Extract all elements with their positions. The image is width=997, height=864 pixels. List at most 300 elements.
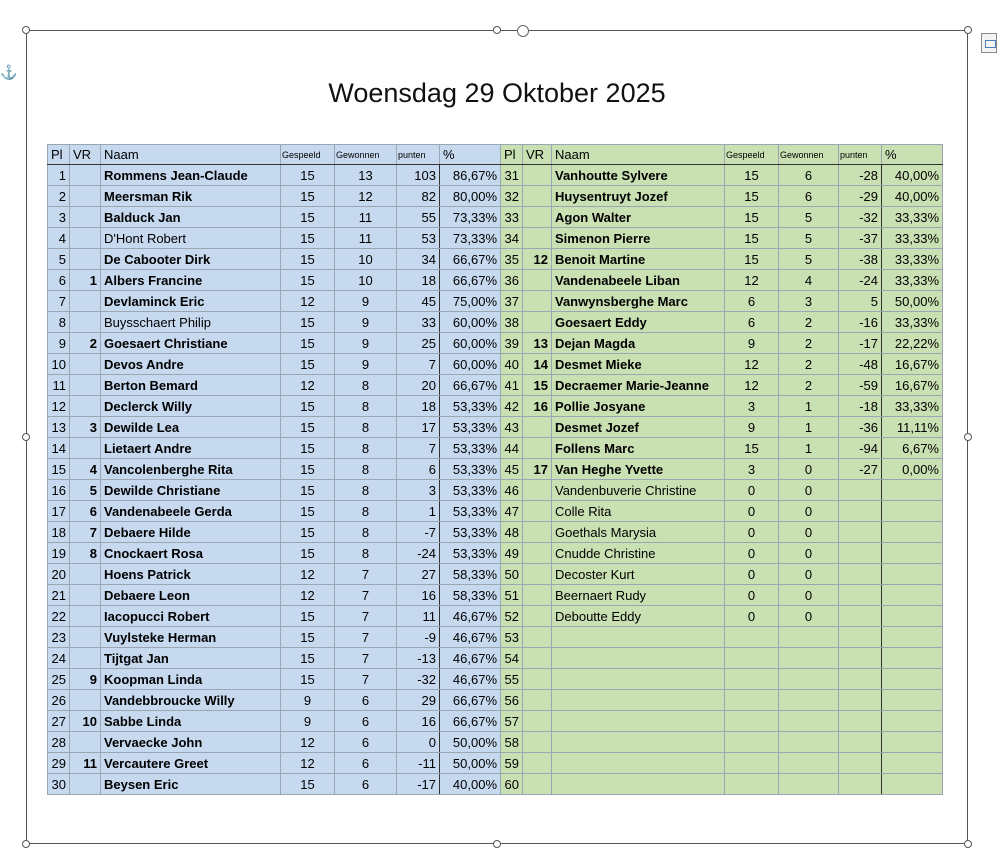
cell-pl[interactable]: 56 — [501, 690, 523, 711]
cell-pl[interactable]: 58 — [501, 732, 523, 753]
cell-gespeeld[interactable]: 0 — [725, 585, 779, 606]
cell-gewonnen[interactable]: 9 — [335, 312, 397, 333]
cell-punten[interactable]: -17 — [839, 333, 882, 354]
cell-punten[interactable] — [839, 522, 882, 543]
cell-naam[interactable]: Buysschaert Philip — [101, 312, 281, 333]
cell-pct[interactable]: 53,33% — [440, 459, 501, 480]
cell-pct[interactable]: 33,33% — [882, 270, 943, 291]
cell-naam[interactable]: Beernaert Rudy — [552, 585, 725, 606]
cell-pct[interactable]: 40,00% — [882, 186, 943, 207]
cell-gewonnen[interactable]: 10 — [335, 270, 397, 291]
cell-naam[interactable]: Goesaert Christiane — [101, 333, 281, 354]
cell-punten[interactable]: -24 — [397, 543, 440, 564]
cell-pl[interactable]: 21 — [48, 585, 70, 606]
cell-gewonnen[interactable]: 13 — [335, 165, 397, 186]
cell-gewonnen[interactable]: 3 — [779, 291, 839, 312]
cell-gespeeld[interactable]: 12 — [281, 564, 335, 585]
cell-pl[interactable]: 50 — [501, 564, 523, 585]
cell-vr[interactable] — [523, 207, 552, 228]
cell-naam[interactable] — [552, 711, 725, 732]
cell-punten[interactable]: -28 — [839, 165, 882, 186]
cell-pl[interactable]: 26 — [48, 690, 70, 711]
cell-punten[interactable]: 7 — [397, 438, 440, 459]
cell-gewonnen[interactable]: 7 — [335, 564, 397, 585]
cell-vr[interactable]: 7 — [70, 522, 101, 543]
cell-pct[interactable] — [882, 501, 943, 522]
cell-punten[interactable]: -16 — [839, 312, 882, 333]
cell-gewonnen[interactable]: 8 — [335, 417, 397, 438]
cell-pl[interactable]: 2 — [48, 186, 70, 207]
cell-vr[interactable] — [523, 690, 552, 711]
cell-punten[interactable]: -32 — [397, 669, 440, 690]
cell-pct[interactable] — [882, 648, 943, 669]
cell-punten[interactable]: 33 — [397, 312, 440, 333]
cell-pct[interactable]: 33,33% — [882, 396, 943, 417]
cell-pct[interactable]: 60,00% — [440, 354, 501, 375]
cell-pct[interactable]: 46,67% — [440, 648, 501, 669]
cell-gespeeld[interactable] — [725, 711, 779, 732]
cell-vr[interactable] — [70, 648, 101, 669]
cell-vr[interactable]: 6 — [70, 501, 101, 522]
cell-punten[interactable]: -17 — [397, 774, 440, 795]
cell-vr[interactable] — [523, 711, 552, 732]
cell-naam[interactable]: Vervaecke John — [101, 732, 281, 753]
cell-gewonnen[interactable]: 5 — [779, 249, 839, 270]
cell-gespeeld[interactable]: 12 — [281, 585, 335, 606]
cell-vr[interactable]: 11 — [70, 753, 101, 774]
cell-pl[interactable]: 43 — [501, 417, 523, 438]
cell-pl[interactable]: 45 — [501, 459, 523, 480]
cell-vr[interactable]: 2 — [70, 333, 101, 354]
cell-punten[interactable]: -7 — [397, 522, 440, 543]
cell-punten[interactable]: -32 — [839, 207, 882, 228]
cell-pl[interactable]: 57 — [501, 711, 523, 732]
cell-naam[interactable]: Vandenabeele Gerda — [101, 501, 281, 522]
cell-naam[interactable]: Berton Bemard — [101, 375, 281, 396]
cell-gewonnen[interactable]: 8 — [335, 522, 397, 543]
cell-gespeeld[interactable] — [725, 648, 779, 669]
cell-vr[interactable] — [523, 732, 552, 753]
cell-pl[interactable]: 11 — [48, 375, 70, 396]
cell-gewonnen[interactable]: 2 — [779, 312, 839, 333]
cell-pct[interactable]: 50,00% — [440, 753, 501, 774]
cell-gespeeld[interactable]: 9 — [725, 333, 779, 354]
cell-pl[interactable]: 33 — [501, 207, 523, 228]
cell-gespeeld[interactable]: 15 — [281, 312, 335, 333]
cell-gewonnen[interactable]: 5 — [779, 207, 839, 228]
resize-handle-icon[interactable] — [964, 433, 972, 441]
cell-gespeeld[interactable]: 15 — [281, 480, 335, 501]
cell-punten[interactable]: 0 — [397, 732, 440, 753]
anchor-icon[interactable]: ⚓ — [0, 64, 18, 80]
cell-pct[interactable]: 33,33% — [882, 207, 943, 228]
cell-vr[interactable] — [523, 627, 552, 648]
cell-gespeeld[interactable]: 0 — [725, 564, 779, 585]
cell-vr[interactable] — [523, 543, 552, 564]
cell-naam[interactable]: Meersman Rik — [101, 186, 281, 207]
cell-gespeeld[interactable]: 15 — [725, 207, 779, 228]
cell-punten[interactable] — [839, 690, 882, 711]
cell-pct[interactable] — [882, 753, 943, 774]
cell-vr[interactable] — [70, 774, 101, 795]
resize-handle-icon[interactable] — [964, 840, 972, 848]
cell-pct[interactable]: 58,33% — [440, 564, 501, 585]
cell-punten[interactable]: -27 — [839, 459, 882, 480]
cell-pct[interactable]: 16,67% — [882, 354, 943, 375]
cell-gewonnen[interactable]: 0 — [779, 522, 839, 543]
cell-punten[interactable] — [839, 480, 882, 501]
cell-gespeeld[interactable]: 0 — [725, 480, 779, 501]
cell-pl[interactable]: 14 — [48, 438, 70, 459]
cell-naam[interactable]: Benoit Martine — [552, 249, 725, 270]
cell-naam[interactable]: Dewilde Christiane — [101, 480, 281, 501]
cell-gespeeld[interactable]: 0 — [725, 606, 779, 627]
cell-pct[interactable]: 46,67% — [440, 669, 501, 690]
cell-gewonnen[interactable]: 1 — [779, 417, 839, 438]
cell-gespeeld[interactable]: 15 — [281, 354, 335, 375]
cell-naam[interactable]: Vercautere Greet — [101, 753, 281, 774]
cell-pct[interactable] — [882, 585, 943, 606]
cell-pl[interactable]: 6 — [48, 270, 70, 291]
cell-pl[interactable]: 59 — [501, 753, 523, 774]
cell-pl[interactable]: 34 — [501, 228, 523, 249]
cell-naam[interactable] — [552, 732, 725, 753]
cell-pct[interactable]: 53,33% — [440, 417, 501, 438]
cell-gewonnen[interactable]: 0 — [779, 501, 839, 522]
cell-naam[interactable]: Vandebbroucke Willy — [101, 690, 281, 711]
cell-gespeeld[interactable]: 12 — [725, 354, 779, 375]
cell-naam[interactable]: Tijtgat Jan — [101, 648, 281, 669]
cell-gespeeld[interactable]: 15 — [281, 417, 335, 438]
cell-vr[interactable] — [70, 165, 101, 186]
cell-vr[interactable] — [523, 228, 552, 249]
cell-gewonnen[interactable]: 6 — [335, 732, 397, 753]
cell-punten[interactable]: 18 — [397, 270, 440, 291]
cell-gewonnen[interactable]: 7 — [335, 606, 397, 627]
cell-naam[interactable] — [552, 648, 725, 669]
cell-vr[interactable] — [523, 522, 552, 543]
cell-vr[interactable] — [523, 186, 552, 207]
resize-handle-icon[interactable] — [22, 840, 30, 848]
cell-vr[interactable] — [70, 732, 101, 753]
cell-gewonnen[interactable] — [779, 648, 839, 669]
cell-pl[interactable]: 5 — [48, 249, 70, 270]
cell-pl[interactable]: 29 — [48, 753, 70, 774]
cell-punten[interactable]: 103 — [397, 165, 440, 186]
cell-gewonnen[interactable]: 0 — [779, 606, 839, 627]
cell-punten[interactable]: -11 — [397, 753, 440, 774]
cell-naam[interactable]: Agon Walter — [552, 207, 725, 228]
cell-naam[interactable]: Beysen Eric — [101, 774, 281, 795]
cell-pl[interactable]: 3 — [48, 207, 70, 228]
resize-handle-icon[interactable] — [22, 433, 30, 441]
cell-punten[interactable]: 20 — [397, 375, 440, 396]
cell-pl[interactable]: 46 — [501, 480, 523, 501]
cell-vr[interactable] — [523, 165, 552, 186]
cell-naam[interactable]: Vandenbuverie Christine — [552, 480, 725, 501]
cell-gewonnen[interactable]: 11 — [335, 207, 397, 228]
cell-pct[interactable]: 0,00% — [882, 459, 943, 480]
cell-pl[interactable]: 25 — [48, 669, 70, 690]
cell-punten[interactable] — [839, 543, 882, 564]
cell-naam[interactable]: Albers Francine — [101, 270, 281, 291]
cell-gespeeld[interactable]: 0 — [725, 501, 779, 522]
cell-pl[interactable]: 32 — [501, 186, 523, 207]
cell-pct[interactable]: 22,22% — [882, 333, 943, 354]
cell-punten[interactable] — [839, 564, 882, 585]
cell-vr[interactable] — [523, 774, 552, 795]
cell-pl[interactable]: 16 — [48, 480, 70, 501]
cell-gewonnen[interactable]: 4 — [779, 270, 839, 291]
cell-punten[interactable]: 17 — [397, 417, 440, 438]
cell-pl[interactable]: 39 — [501, 333, 523, 354]
cell-vr[interactable] — [70, 186, 101, 207]
cell-punten[interactable] — [839, 585, 882, 606]
cell-pl[interactable]: 4 — [48, 228, 70, 249]
cell-gespeeld[interactable]: 9 — [281, 690, 335, 711]
cell-vr[interactable] — [523, 501, 552, 522]
cell-pct[interactable]: 86,67% — [440, 165, 501, 186]
cell-gespeeld[interactable]: 15 — [281, 186, 335, 207]
cell-naam[interactable]: Pollie Josyane — [552, 396, 725, 417]
cell-pct[interactable]: 73,33% — [440, 207, 501, 228]
cell-gewonnen[interactable]: 8 — [335, 438, 397, 459]
cell-vr[interactable]: 10 — [70, 711, 101, 732]
cell-naam[interactable] — [552, 753, 725, 774]
cell-naam[interactable]: Van Heghe Yvette — [552, 459, 725, 480]
cell-gespeeld[interactable]: 6 — [725, 291, 779, 312]
cell-pl[interactable]: 31 — [501, 165, 523, 186]
cell-naam[interactable]: Debaere Hilde — [101, 522, 281, 543]
cell-pl[interactable]: 1 — [48, 165, 70, 186]
cell-gespeeld[interactable]: 15 — [725, 186, 779, 207]
cell-gewonnen[interactable] — [779, 711, 839, 732]
cell-pl[interactable]: 27 — [48, 711, 70, 732]
cell-pct[interactable]: 66,67% — [440, 690, 501, 711]
cell-pct[interactable]: 75,00% — [440, 291, 501, 312]
cell-vr[interactable] — [523, 417, 552, 438]
cell-pct[interactable] — [882, 606, 943, 627]
cell-pct[interactable]: 53,33% — [440, 396, 501, 417]
cell-pl[interactable]: 42 — [501, 396, 523, 417]
cell-pl[interactable]: 55 — [501, 669, 523, 690]
cell-gespeeld[interactable]: 15 — [281, 459, 335, 480]
cell-naam[interactable]: Dejan Magda — [552, 333, 725, 354]
cell-gespeeld[interactable]: 15 — [281, 249, 335, 270]
cell-gewonnen[interactable]: 5 — [779, 228, 839, 249]
cell-gespeeld[interactable]: 15 — [725, 228, 779, 249]
cell-naam[interactable]: Huysentruyt Jozef — [552, 186, 725, 207]
cell-gewonnen[interactable]: 7 — [335, 627, 397, 648]
cell-pct[interactable]: 50,00% — [882, 291, 943, 312]
cell-pct[interactable]: 53,33% — [440, 522, 501, 543]
cell-pct[interactable]: 50,00% — [440, 732, 501, 753]
cell-gespeeld[interactable]: 12 — [281, 732, 335, 753]
cell-vr[interactable] — [523, 438, 552, 459]
cell-gewonnen[interactable]: 11 — [335, 228, 397, 249]
cell-vr[interactable]: 8 — [70, 543, 101, 564]
cell-gespeeld[interactable]: 15 — [281, 207, 335, 228]
cell-gespeeld[interactable]: 12 — [281, 375, 335, 396]
cell-pct[interactable]: 33,33% — [882, 312, 943, 333]
cell-naam[interactable]: Simenon Pierre — [552, 228, 725, 249]
cell-gewonnen[interactable]: 2 — [779, 333, 839, 354]
cell-gespeeld[interactable]: 15 — [281, 333, 335, 354]
cell-gewonnen[interactable]: 0 — [779, 564, 839, 585]
cell-punten[interactable] — [839, 501, 882, 522]
cell-vr[interactable] — [70, 291, 101, 312]
cell-punten[interactable] — [839, 606, 882, 627]
cell-punten[interactable]: 82 — [397, 186, 440, 207]
cell-vr[interactable] — [70, 606, 101, 627]
cell-vr[interactable] — [70, 249, 101, 270]
cell-naam[interactable]: Cnockaert Rosa — [101, 543, 281, 564]
cell-pct[interactable] — [882, 732, 943, 753]
cell-pct[interactable] — [882, 522, 943, 543]
cell-naam[interactable]: Dewilde Lea — [101, 417, 281, 438]
cell-gewonnen[interactable]: 2 — [779, 375, 839, 396]
cell-naam[interactable]: Hoens Patrick — [101, 564, 281, 585]
cell-pct[interactable]: 33,33% — [882, 249, 943, 270]
cell-punten[interactable]: 16 — [397, 711, 440, 732]
cell-naam[interactable]: Lietaert Andre — [101, 438, 281, 459]
cell-gespeeld[interactable]: 15 — [281, 648, 335, 669]
cell-pct[interactable]: 53,33% — [440, 543, 501, 564]
cell-pl[interactable]: 48 — [501, 522, 523, 543]
cell-punten[interactable]: -94 — [839, 438, 882, 459]
cell-pct[interactable]: 66,67% — [440, 270, 501, 291]
cell-naam[interactable]: Goethals Marysia — [552, 522, 725, 543]
cell-gespeeld[interactable]: 15 — [725, 249, 779, 270]
cell-gespeeld[interactable] — [725, 669, 779, 690]
cell-punten[interactable]: -48 — [839, 354, 882, 375]
cell-naam[interactable] — [552, 627, 725, 648]
cell-punten[interactable]: 18 — [397, 396, 440, 417]
resize-handle-icon[interactable] — [22, 26, 30, 34]
cell-gewonnen[interactable] — [779, 627, 839, 648]
cell-pct[interactable]: 58,33% — [440, 585, 501, 606]
cell-gespeeld[interactable] — [725, 627, 779, 648]
cell-pl[interactable]: 60 — [501, 774, 523, 795]
cell-vr[interactable] — [70, 438, 101, 459]
cell-punten[interactable]: 34 — [397, 249, 440, 270]
cell-pct[interactable] — [882, 627, 943, 648]
cell-pct[interactable]: 66,67% — [440, 249, 501, 270]
cell-punten[interactable]: -24 — [839, 270, 882, 291]
cell-gewonnen[interactable]: 6 — [335, 774, 397, 795]
cell-gewonnen[interactable]: 7 — [335, 648, 397, 669]
cell-gewonnen[interactable]: 7 — [335, 669, 397, 690]
cell-naam[interactable]: Desmet Jozef — [552, 417, 725, 438]
cell-pct[interactable]: 33,33% — [882, 228, 943, 249]
resize-handle-icon[interactable] — [493, 26, 501, 34]
cell-vr[interactable]: 14 — [523, 354, 552, 375]
cell-naam[interactable]: Decoster Kurt — [552, 564, 725, 585]
cell-punten[interactable]: 3 — [397, 480, 440, 501]
cell-gespeeld[interactable]: 15 — [281, 438, 335, 459]
cell-naam[interactable]: Deboutte Eddy — [552, 606, 725, 627]
cell-punten[interactable] — [839, 648, 882, 669]
cell-vr[interactable]: 13 — [523, 333, 552, 354]
cell-gewonnen[interactable]: 8 — [335, 480, 397, 501]
cell-vr[interactable] — [70, 564, 101, 585]
cell-punten[interactable]: -59 — [839, 375, 882, 396]
cell-pct[interactable]: 80,00% — [440, 186, 501, 207]
cell-gespeeld[interactable]: 12 — [281, 753, 335, 774]
cell-naam[interactable] — [552, 690, 725, 711]
cell-naam[interactable]: Koopman Linda — [101, 669, 281, 690]
cell-punten[interactable] — [839, 711, 882, 732]
cell-pct[interactable]: 66,67% — [440, 375, 501, 396]
cell-pl[interactable]: 8 — [48, 312, 70, 333]
resize-handle-icon[interactable] — [493, 840, 501, 848]
cell-pct[interactable]: 73,33% — [440, 228, 501, 249]
cell-vr[interactable]: 5 — [70, 480, 101, 501]
cell-vr[interactable] — [523, 270, 552, 291]
cell-naam[interactable]: Vandenabeele Liban — [552, 270, 725, 291]
cell-naam[interactable]: Vuylsteke Herman — [101, 627, 281, 648]
cell-naam[interactable]: Decraemer Marie-Jeanne — [552, 375, 725, 396]
cell-naam[interactable] — [552, 774, 725, 795]
cell-vr[interactable] — [523, 753, 552, 774]
cell-naam[interactable]: Vanhoutte Sylvere — [552, 165, 725, 186]
cell-pl[interactable]: 30 — [48, 774, 70, 795]
cell-pl[interactable]: 10 — [48, 354, 70, 375]
cell-gewonnen[interactable]: 0 — [779, 585, 839, 606]
cell-naam[interactable]: Goesaert Eddy — [552, 312, 725, 333]
cell-gewonnen[interactable]: 9 — [335, 354, 397, 375]
cell-gespeeld[interactable]: 6 — [725, 312, 779, 333]
cell-pct[interactable] — [882, 774, 943, 795]
cell-pct[interactable]: 53,33% — [440, 480, 501, 501]
cell-pct[interactable] — [882, 564, 943, 585]
cell-gewonnen[interactable]: 7 — [335, 585, 397, 606]
cell-gespeeld[interactable]: 15 — [725, 438, 779, 459]
cell-punten[interactable]: 55 — [397, 207, 440, 228]
cell-pct[interactable]: 40,00% — [882, 165, 943, 186]
cell-punten[interactable]: -38 — [839, 249, 882, 270]
cell-punten[interactable]: 53 — [397, 228, 440, 249]
cell-pl[interactable]: 44 — [501, 438, 523, 459]
cell-naam[interactable]: Sabbe Linda — [101, 711, 281, 732]
cell-naam[interactable]: De Cabooter Dirk — [101, 249, 281, 270]
cell-naam[interactable]: Follens Marc — [552, 438, 725, 459]
cell-gewonnen[interactable]: 6 — [335, 753, 397, 774]
cell-vr[interactable]: 16 — [523, 396, 552, 417]
cell-gespeeld[interactable]: 12 — [725, 270, 779, 291]
cell-gewonnen[interactable]: 12 — [335, 186, 397, 207]
cell-pl[interactable]: 37 — [501, 291, 523, 312]
cell-gespeeld[interactable]: 15 — [281, 774, 335, 795]
cell-punten[interactable]: 6 — [397, 459, 440, 480]
cell-gespeeld[interactable]: 15 — [281, 543, 335, 564]
cell-pl[interactable]: 36 — [501, 270, 523, 291]
cell-naam[interactable]: Debaere Leon — [101, 585, 281, 606]
cell-vr[interactable] — [523, 606, 552, 627]
cell-pl[interactable]: 53 — [501, 627, 523, 648]
cell-vr[interactable]: 4 — [70, 459, 101, 480]
cell-pct[interactable]: 40,00% — [440, 774, 501, 795]
cell-pl[interactable]: 13 — [48, 417, 70, 438]
cell-pct[interactable] — [882, 669, 943, 690]
cell-gespeeld[interactable]: 15 — [281, 165, 335, 186]
cell-vr[interactable]: 1 — [70, 270, 101, 291]
cell-naam[interactable]: Desmet Mieke — [552, 354, 725, 375]
cell-punten[interactable] — [839, 753, 882, 774]
cell-pct[interactable] — [882, 690, 943, 711]
cell-pct[interactable]: 66,67% — [440, 711, 501, 732]
cell-gewonnen[interactable]: 8 — [335, 396, 397, 417]
